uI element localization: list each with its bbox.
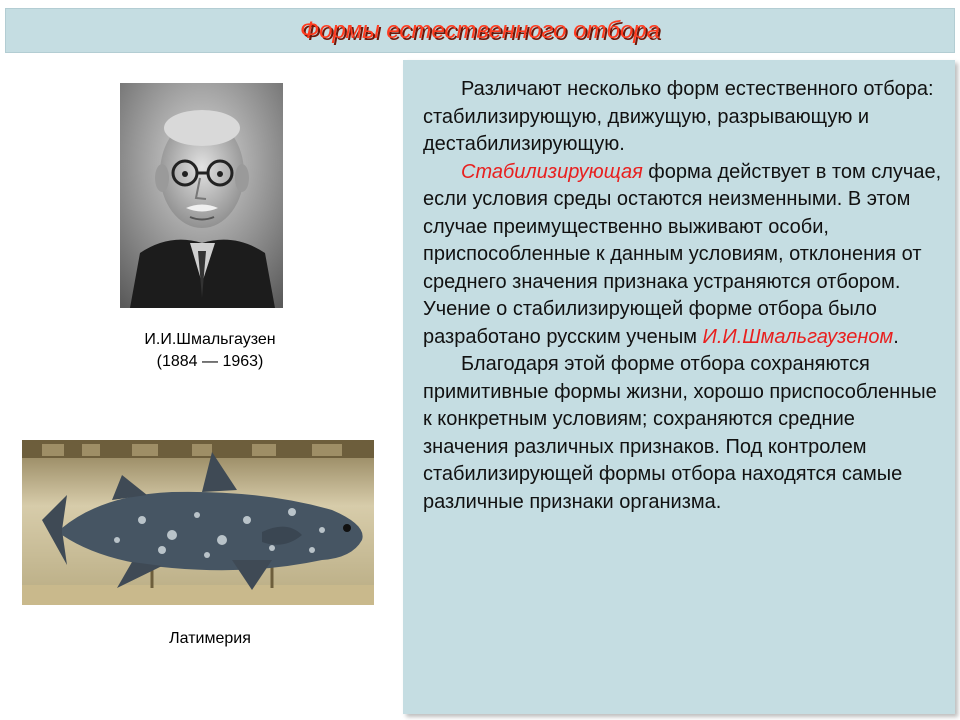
slide-title: Формы естественного отбора xyxy=(300,16,660,44)
paragraph-consequences: Благодаря этой форме отбора сохраняются примитивные формы жизни, хорошо приспособленные к конкретным условиям; сохраняются средние значения различных признаков. Под контролем стабилизирующей формы отбора находятся самые различные признаки организма. xyxy=(423,353,937,513)
portrait-photo xyxy=(120,83,283,308)
text-panel xyxy=(403,60,955,714)
portrait-caption xyxy=(110,329,310,373)
portrait-name: И.И.Шмальгаузен xyxy=(144,331,276,348)
coelacanth-image xyxy=(22,440,374,605)
body-text xyxy=(423,76,943,516)
scientist-name: И.И.Шмальгаузеном xyxy=(702,325,894,348)
portrait-years: (1884 — 1963) xyxy=(156,353,264,370)
coelacanth-photo xyxy=(22,440,374,605)
paragraph-forms: Различают несколько форм естественного отбора: стабилизирующую, движущую, разрывающую и дестабилизирующую. xyxy=(423,78,934,155)
coelacanth-caption: Латимерия xyxy=(169,630,251,647)
paragraph-stabilizing-text: форма действует в том случае, если условия среды остаются неизменными. В этом случае преимущественно выживают особи, приспособленные к данным условиям, отклонения от среднего значения признака устраняются отбором. Учение о стабилизирующей форме отбора было разработано русским ученым xyxy=(423,160,942,348)
portrait-image xyxy=(120,83,283,308)
paragraph-stabilizing xyxy=(423,159,943,352)
paragraph-stabilizing-end: . xyxy=(893,325,899,348)
title-bar xyxy=(5,8,955,53)
term-stabilizing: Стабилизирующая xyxy=(461,160,643,183)
